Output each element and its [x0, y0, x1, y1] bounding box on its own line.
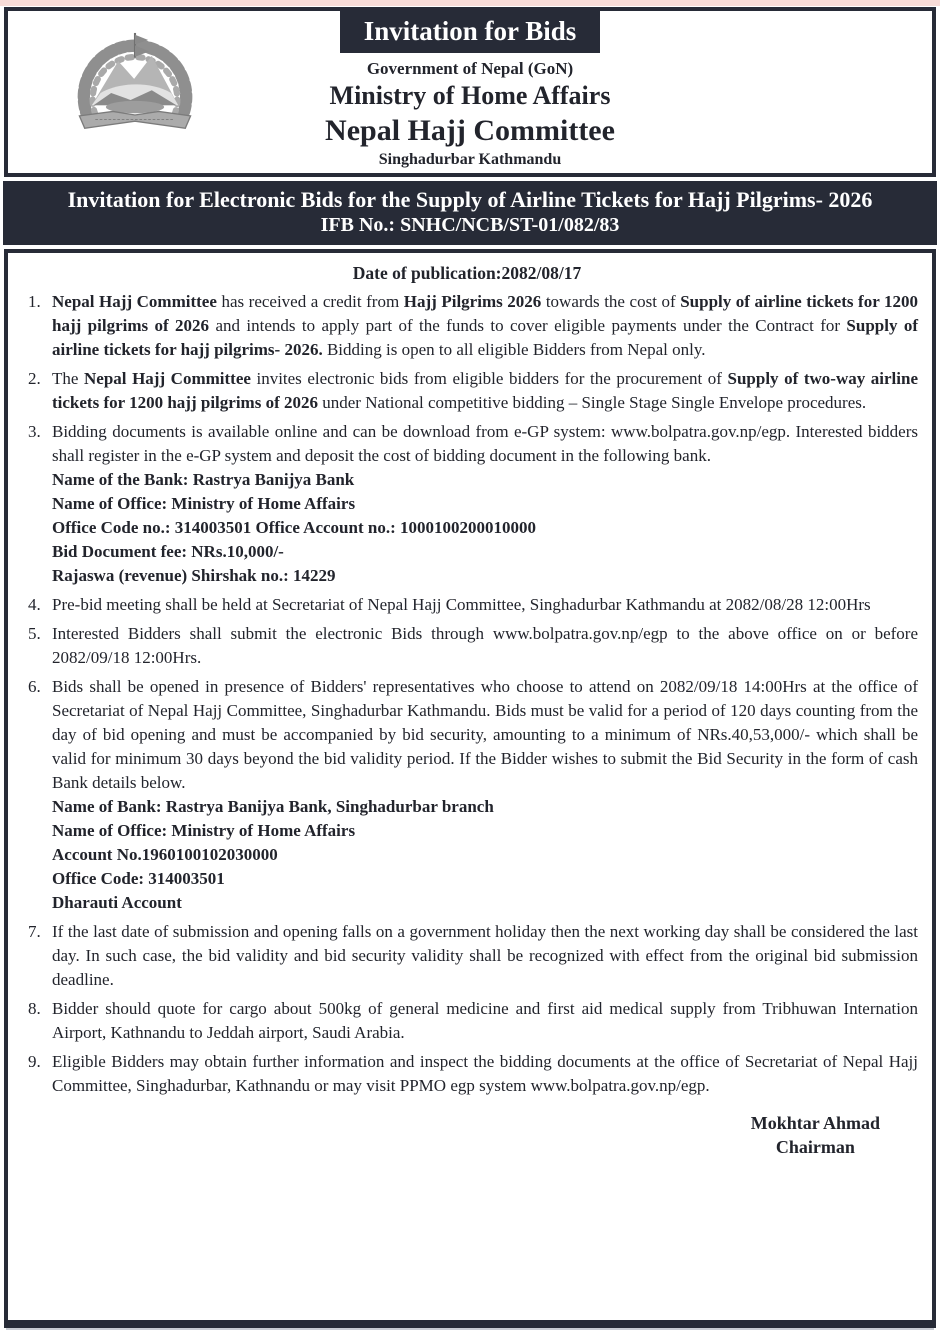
text-run: The — [52, 369, 84, 388]
text-run: under National competitive bidding – Single Stage Single Envelope procedures. — [318, 393, 867, 412]
ministry-line: Ministry of Home Affairs — [329, 81, 611, 110]
item-number: 4. — [28, 595, 41, 614]
publication-date: Date of publication:2082/08/17 — [352, 263, 582, 283]
text-run: Hajj Pilgrims 2026 — [403, 292, 542, 311]
item-text — [52, 1050, 918, 1098]
item-number: 7. — [28, 922, 41, 941]
committee-line: Nepal Hajj Committee — [325, 114, 615, 147]
bank-detail-line: Account No.1960100102030000 — [52, 845, 278, 864]
item-text — [52, 920, 918, 992]
item-number: 5. — [28, 624, 41, 643]
signature-block — [16, 1103, 918, 1159]
list-item — [16, 675, 918, 915]
list-item — [16, 622, 918, 670]
bank-detail-line: Name of Office: Ministry of Home Affairs — [52, 494, 356, 513]
list-item — [16, 420, 918, 588]
item-text — [52, 367, 918, 415]
item-number: 2. — [28, 369, 41, 388]
banner-ifb-number: IFB No.: SNHC/NCB/ST-01/082/83 — [320, 214, 620, 236]
text-run: Supply of two-way airline tickets for 1200 hajj pilgrims of 2026 — [52, 369, 918, 412]
text-run: If the last date of submission and opening falls on a government holiday then the next working day shall be considered the last day. In such case, the bid validity and bid security validity shall be recognized with effect from the original bid submission deadline. — [52, 922, 918, 989]
text-run: Interested Bidders shall submit the electronic Bids through www.bolpatra.gov.np/egp to the above office on or before 2082/09/18 12:00Hrs. — [52, 624, 918, 667]
bank-detail-line: Office Code: 314003501 — [52, 869, 225, 888]
signatory-name: Mokhtar Ahmad — [750, 1113, 880, 1133]
text-run: Nepal Hajj Committee — [84, 369, 251, 388]
list-item — [16, 920, 918, 992]
text-run: towards the cost of — [541, 292, 681, 311]
invitation-for-bids-title: Invitation for Bids — [340, 11, 601, 53]
text-run: Eligible Bidders may obtain further information and inspect the bidding documents at the office of Secretariat of Nepal Hajj Committee, Singhadurbar, Kathnandu or may visit PPMO egp system www.bolpatra.gov.np/egp. — [52, 1052, 918, 1095]
item-text — [52, 420, 918, 588]
text-run: Bidder should quote for cargo about 500kg of general medicine and first aid medical supply from Tribhuwan Internation Airport, Kathnandu to Jeddah airport, Saudi Arabia. — [52, 999, 918, 1042]
signatory-title: Chairman — [775, 1137, 855, 1157]
address-line: Singhadurbar Kathmandu — [378, 151, 562, 168]
list-item — [16, 593, 918, 617]
scan-edge-tint — [0, 0, 940, 6]
bank-detail-line: Rajaswa (revenue) Shirshak no.: 14229 — [52, 566, 336, 585]
bank-detail-line: Dharauti Account — [52, 893, 182, 912]
list-item — [16, 1050, 918, 1098]
text-run: Bidding is open to all eligible Bidders from Nepal only. — [322, 340, 706, 359]
item-number: 1. — [28, 292, 41, 311]
item-text — [52, 997, 918, 1045]
text-run: Supply of airline tickets for 1200 hajj pilgrims of 2026 — [52, 292, 918, 335]
bank-detail-line: Office Code no.: 314003501 Office Account no.: 1000100200010000 — [52, 518, 536, 537]
text-run: and intends to apply part of the funds to cover eligible payments under the Contract for — [209, 316, 847, 335]
text-run: invites electronic bids from eligible bidders for the procurement of — [250, 369, 728, 388]
nepal-government-emblem-icon — [60, 27, 210, 148]
notice-header — [4, 7, 936, 177]
item-text — [52, 290, 918, 362]
bank-detail-line: Name of the Bank: Rastrya Banijya Bank — [52, 470, 355, 489]
item-number: 8. — [28, 999, 41, 1018]
item-text — [52, 622, 918, 670]
list-item — [16, 997, 918, 1045]
notice-body — [4, 249, 936, 1328]
text-run: Bidding documents is available online and can be download from e-GP system: www.bolpatra.gov.np/egp. Interested bidders shall register in the e-GP system and deposit the cost of bidding document in the following bank. — [52, 422, 918, 465]
item-number: 9. — [28, 1052, 41, 1071]
ifb-banner — [3, 181, 937, 245]
item-text — [52, 675, 918, 915]
item-text — [52, 593, 918, 617]
text-run: Pre-bid meeting shall be held at Secretariat of Nepal Hajj Committee, Singhadurbar Kathmandu at 2082/08/28 12:00Hrs — [52, 595, 871, 614]
item-number: 6. — [28, 677, 41, 696]
government-line: Government of Nepal (GoN) — [366, 59, 574, 78]
notice-items — [16, 290, 918, 1098]
bank-detail-line: Name of Office: Ministry of Home Affairs — [52, 821, 356, 840]
list-item — [16, 367, 918, 415]
bank-detail-line: Bid Document fee: NRs.10,000/- — [52, 542, 284, 561]
list-item — [16, 290, 918, 362]
text-run: has received a credit from — [216, 292, 404, 311]
item-number: 3. — [28, 422, 41, 441]
text-run: Bids shall be opened in presence of Bidders' representatives who choose to attend on 2082/09/18 14:00Hrs at the office of Secretariat of Nepal Hajj Committee, Singhadurbar Kathmandu. Bids must be valid for a period of 120 days counting from the day of bid opening and must be accompanied by bid security, amounting to a minimum of NRs.40,53,000/- which shall be valid for minimum 30 days beyond the bid validity period. If the Bidder wishes to submit the Bid Security in the form of cash Bank details below. — [52, 677, 918, 792]
banner-title-line: Invitation for Electronic Bids for the Supply of Airline Tickets for Hajj Pilgrims- 2026 — [67, 187, 873, 212]
text-run: Supply of airline tickets for hajj pilgrims- 2026. — [52, 316, 918, 359]
text-run: Nepal Hajj Committee — [52, 292, 217, 311]
bank-detail-line: Name of Bank: Rastrya Banijya Bank, Singhadurbar branch — [52, 797, 494, 816]
